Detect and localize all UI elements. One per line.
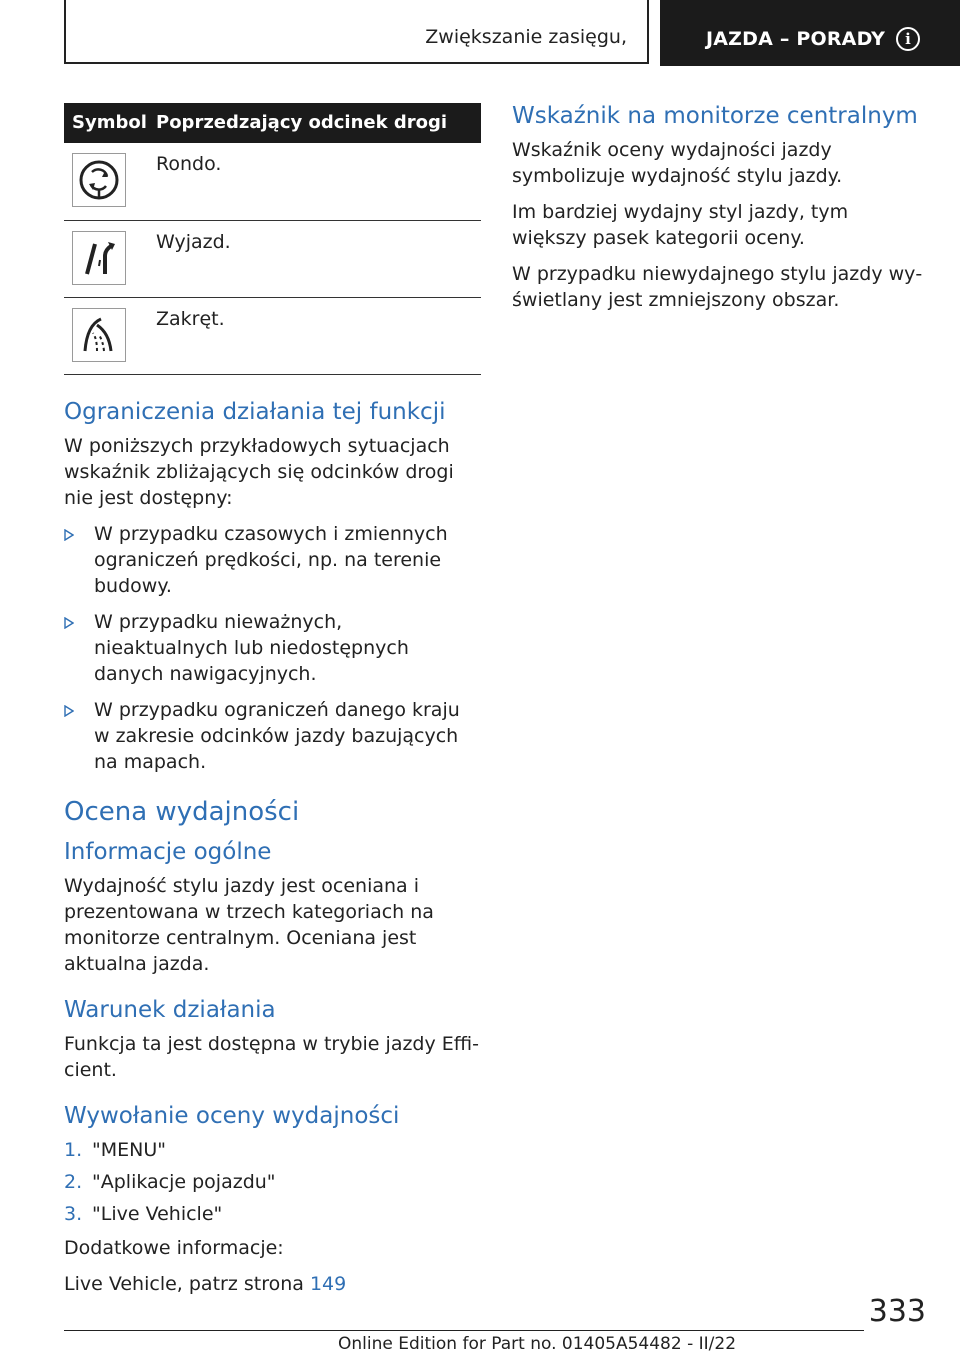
triangle-bullet-icon <box>64 529 74 541</box>
step-item <box>64 1169 481 1195</box>
indicator-paragraph: Im bardziej wydajny styl jazdy, tym większy pasek kategorii oceny. <box>512 201 849 249</box>
chapter-tab <box>660 0 960 66</box>
table-row <box>64 298 481 375</box>
limitations-intro: W poniższych przykładowych sytuacjach wskaźnik zbliżających się odcinków drogi nie jest dostępny: <box>64 435 454 509</box>
roundabout-icon <box>72 153 126 207</box>
list-item-text: W przypadku czasowych i zmiennych ograniczeń prędkości, np. na terenie budowy. <box>94 523 448 597</box>
step-number: 2. <box>64 1171 83 1193</box>
footer-edition: Online Edition for Part no. 01405A54482 - II/22 <box>338 1334 737 1354</box>
indicator-paragraph: W przypadku niewydajnego stylu jazdy wyświetlany jest zmniejszony obszar. <box>512 263 923 311</box>
left-column <box>64 103 481 1307</box>
exit-icon <box>72 231 126 285</box>
step-number: 1. <box>64 1139 83 1161</box>
footer-divider <box>64 1330 864 1331</box>
condition-text: Funkcja ta jest dostępna w trybie jazdy Efficient. <box>64 1033 480 1081</box>
general-info-text: Wydajność stylu jazdy jest oceniana i prezentowana w trzech kategoriach na monitorze centralnym. Oceniana jest aktualna jazda. <box>64 875 434 975</box>
column-header-segment: Poprzedzający odcinek drogi <box>156 112 448 133</box>
limitations-list <box>64 521 481 775</box>
step-number: 3. <box>64 1203 83 1225</box>
efficiency-heading: Ocena wydajności <box>64 797 300 827</box>
more-info-label: Dodatkowe informacje: <box>64 1237 284 1259</box>
condition-heading: Warunek działania <box>64 997 276 1023</box>
list-item <box>64 609 481 687</box>
step-item <box>64 1137 481 1163</box>
column-header-symbol: Symbol <box>72 112 147 133</box>
page-number: 333 <box>868 1294 926 1329</box>
page-reference-link[interactable]: 149 <box>309 1273 347 1295</box>
symbol-label: Rondo. <box>156 153 222 175</box>
triangle-bullet-icon <box>64 617 74 629</box>
reference-text: Live Vehicle, patrz strona <box>64 1273 310 1295</box>
symbol-table-header <box>64 103 481 143</box>
symbol-label: Zakręt. <box>156 308 225 330</box>
indicator-paragraph: Wskaźnik oceny wydajności jazdy symbolizuje wydajność stylu jazdy. <box>512 139 843 187</box>
symbol-label: Wyjazd. <box>156 231 231 253</box>
call-heading: Wywołanie oceny wydajności <box>64 1103 400 1129</box>
symbol-table <box>64 103 481 375</box>
info-icon: i <box>896 27 920 51</box>
limitations-heading: Ograniczenia działania tej funkcji <box>64 399 446 425</box>
curve-icon <box>72 308 126 362</box>
step-text: "Aplikacje pojazdu" <box>92 1171 276 1193</box>
list-item-text: W przypadku ograniczeń danego kraju w zakresie odcinków jazdy bazujących na mapach. <box>94 699 460 773</box>
table-row <box>64 221 481 298</box>
list-item <box>64 697 481 775</box>
right-column <box>512 103 927 323</box>
list-item-text: W przypadku nieważnych, nieaktualnych lub niedostępnych danych nawigacyjnych. <box>94 611 409 685</box>
list-item <box>64 521 481 599</box>
triangle-bullet-icon <box>64 705 74 717</box>
page-reference <box>64 1271 481 1297</box>
table-row <box>64 143 481 221</box>
step-item <box>64 1201 481 1227</box>
header-section-box <box>64 0 649 64</box>
general-info-heading: Informacje ogólne <box>64 839 272 865</box>
step-text: "MENU" <box>92 1139 166 1161</box>
step-text: "Live Vehicle" <box>92 1203 223 1225</box>
chapter-title: JAZDA – PORADY <box>706 28 886 50</box>
section-title: Zwiększanie zasięgu, <box>425 26 627 48</box>
steps-list <box>64 1137 481 1227</box>
indicator-heading: Wskaźnik na monitorze centralnym <box>512 103 918 129</box>
